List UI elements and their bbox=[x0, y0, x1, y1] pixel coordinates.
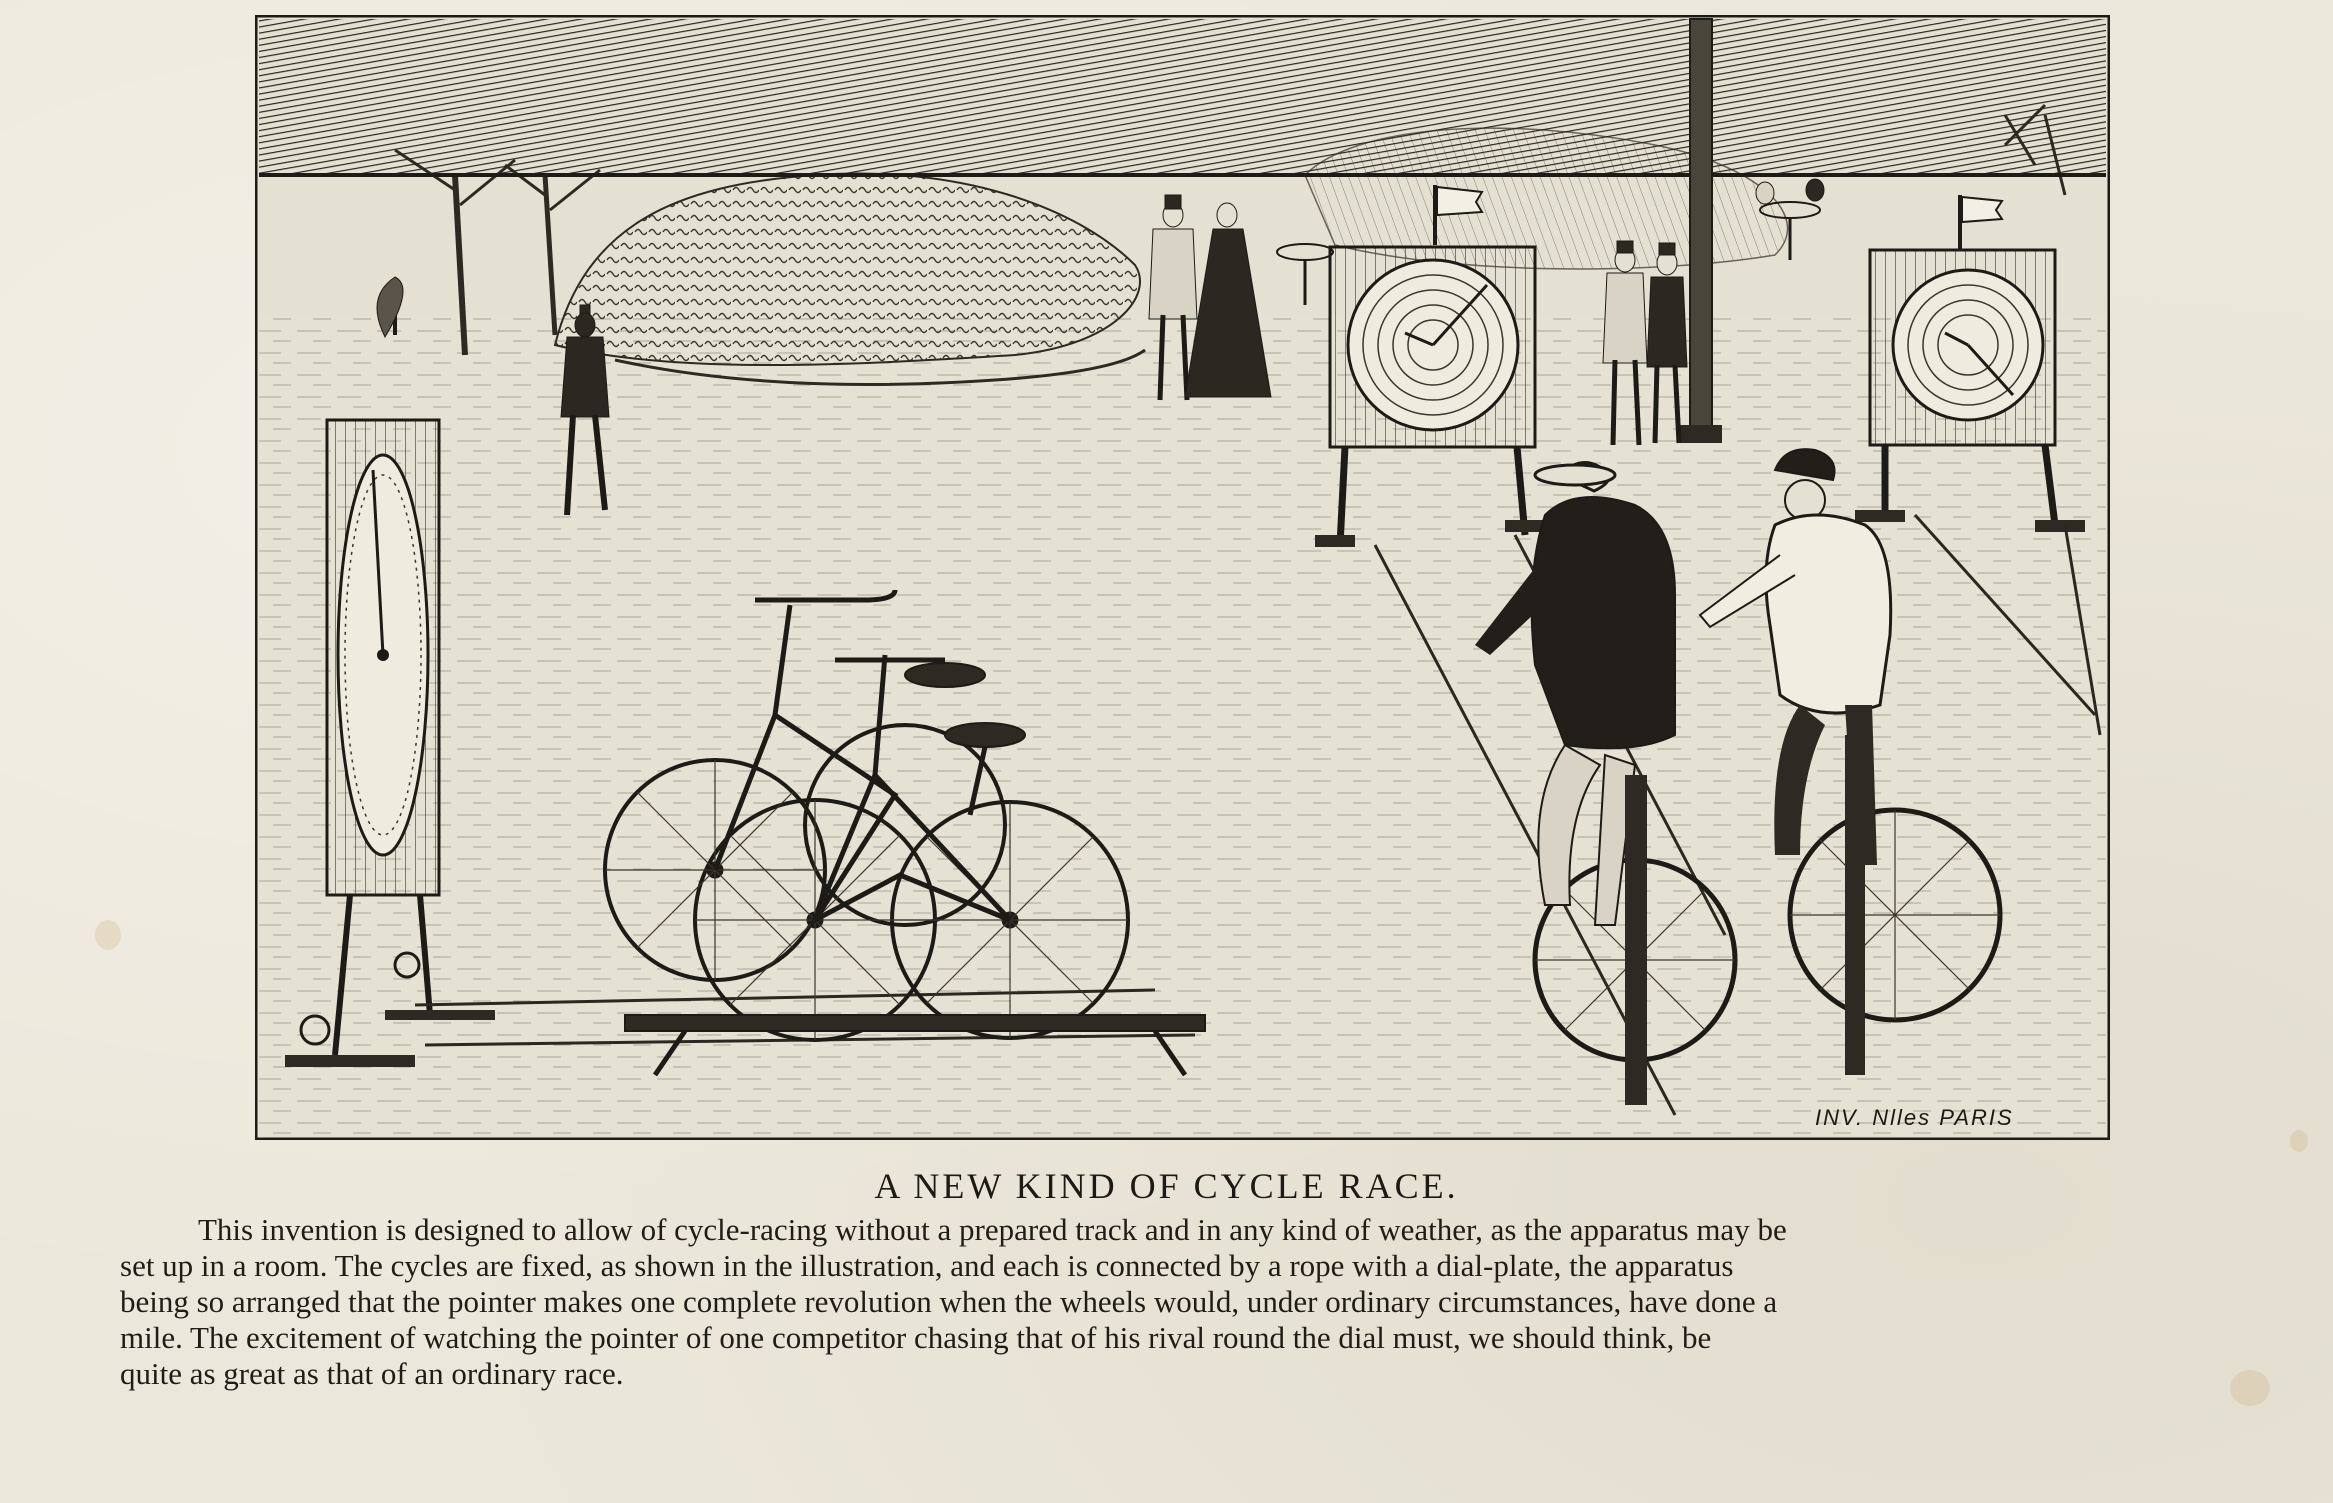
caption-line: being so arranged that the pointer makes one complete revolution when the wheels would, under ordinary circumstances, have done a bbox=[120, 1284, 1778, 1319]
cycle-race-engraving bbox=[255, 15, 2110, 1140]
caption-line: quite as great as that of an ordinary race. bbox=[120, 1356, 624, 1391]
caption-line: mile. The excitement of watching the pointer of one competitor chasing that of his rival round the dial must, we should think, be bbox=[120, 1320, 1712, 1355]
engraving-illustration bbox=[255, 15, 2110, 1140]
foxing-stain bbox=[2290, 1130, 2308, 1152]
caption-body bbox=[120, 1212, 2260, 1392]
engraver-signature: INV. Nlles PARIS bbox=[1815, 1105, 2014, 1130]
foxing-stain bbox=[95, 920, 121, 950]
caption-line: set up in a room. The cycles are fixed, as shown in the illustration, and each is connected by a rope with a dial-plate, the apparatus bbox=[120, 1248, 1734, 1283]
caption-title: A NEW KIND OF CYCLE RACE. bbox=[874, 1166, 1459, 1206]
caption-line: This invention is designed to allow of cycle-racing without a prepared track and in any kind of weather, as the apparatus may be bbox=[198, 1212, 1787, 1247]
